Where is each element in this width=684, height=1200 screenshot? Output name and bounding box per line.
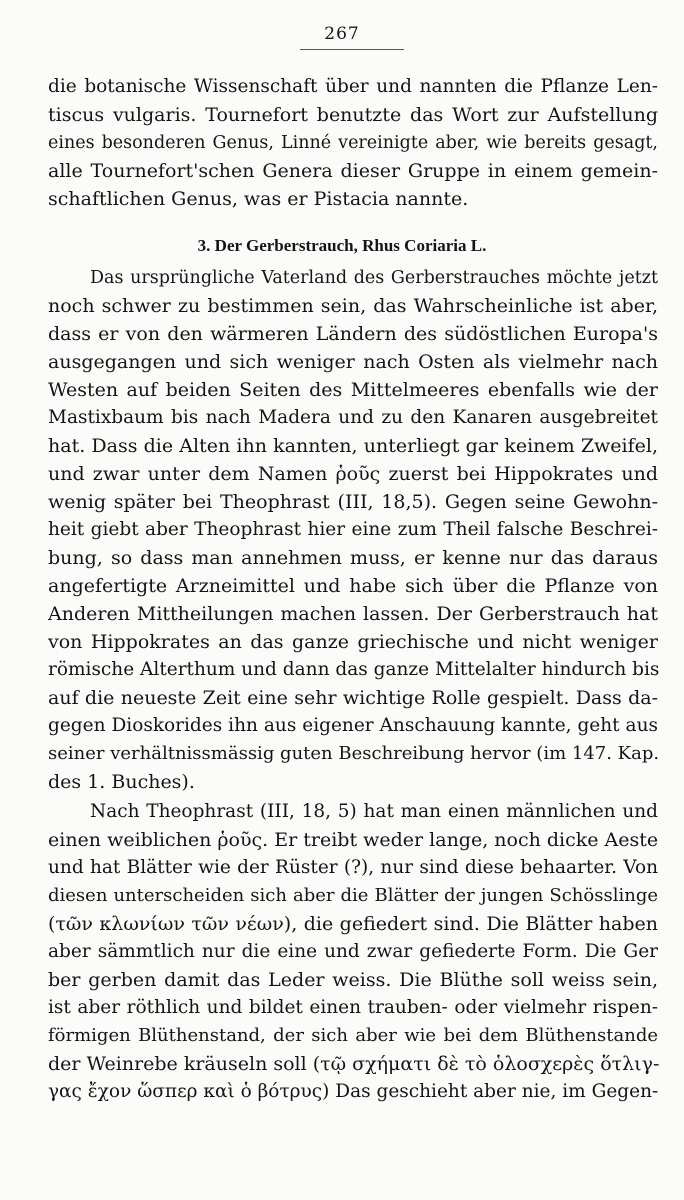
text-line: von Hippokrates an das ganze griechische und nicht weniger xyxy=(48,631,658,653)
text-line: heit giebt aber Theophrast hier eine zum Theil falsche Beschrei- xyxy=(48,519,658,540)
text-line: gegen Dioskorides ihn aus eigener Anschauung kannte, geht aus xyxy=(48,715,658,736)
text-line: auf die neueste Zeit eine sehr wichtige Rolle gespielt. Dass da- xyxy=(48,687,658,709)
text-line: die botanische Wissenschaft über und nannten die Pflanze Len- xyxy=(48,76,658,97)
text-line: Westen auf beiden Seiten des Mittelmeeres ebenfalls wie der xyxy=(48,379,658,401)
text-line: der Weinrebe kräuseln soll (τῷ σχήματι δὲ τὸ ὁλοσχερὲς ὅτλιγ- xyxy=(48,1053,660,1075)
text-line: dass er von den wärmeren Ländern des südöstlichen Europa's xyxy=(48,323,658,345)
text-line: ber gerben damit das Leder weiss. Die Blüthe soll weiss sein, xyxy=(48,969,658,991)
text-line: förmigen Blüthenstand, der sich aber wie bei dem Blüthenstande xyxy=(48,1025,658,1046)
text-line: eines besonderen Genus, Linné vereinigte aber, wie bereits gesagt, xyxy=(48,133,658,153)
text-line: Anderen Mittheilungen machen lassen. Der Gerberstrauch hat xyxy=(48,603,658,625)
text-line: aber sämmtlich nur die eine und zwar gefiederte Form. Die Ger xyxy=(48,941,658,962)
section-heading: 3. Der Gerberstrauch, Rhus Coriaria L. xyxy=(197,236,487,255)
text-line: schaftlichen Genus, was er Pistacia nannte. xyxy=(48,188,469,210)
text-line: wenig später bei Theophrast (III, 18,5). Gegen seine Gewohn- xyxy=(48,491,658,513)
text-line: bung, so dass man annehmen muss, er kenne nur das daraus xyxy=(48,547,658,569)
text-line: diesen unterscheiden sich aber die Blätter der jungen Schösslinge xyxy=(48,885,658,906)
text-line: und hat Blätter wie der Rüster (?), nur sind diese behaarter. Von xyxy=(48,857,658,878)
text-line: (τῶν κλωνίων τῶν νέων), die gefiedert sind. Die Blätter haben xyxy=(48,913,658,935)
text-line: angefertigte Arzneimittel und habe sich über die Pflanze von xyxy=(48,575,658,597)
text-line: γας ἔχον ὥσπερ καὶ ὁ βότρυς) Das geschieht aber nie, im Gegen- xyxy=(48,1081,659,1102)
text-line: hat. Dass die Alten ihn kannten, unterliegt gar keinem Zweifel, xyxy=(48,435,658,457)
text-line: römische Alterthum und dann das ganze Mittelalter hindurch bis xyxy=(48,659,660,680)
text-line: ist aber röthlich und bildet einen trauben- oder vielmehr rispen- xyxy=(48,997,658,1018)
text-line: seiner verhältnissmässig guten Beschreibung hervor (im 147. Kap. xyxy=(48,743,660,764)
page-number-rule xyxy=(300,49,404,50)
page-number: 267 xyxy=(324,24,360,44)
text-line: und zwar unter dem Namen ῥοῦς zuerst bei Hippokrates und xyxy=(48,463,658,485)
text-line: des 1. Buches). xyxy=(48,771,195,793)
text-line: ausgegangen und sich weniger nach Osten als vielmehr nach xyxy=(48,351,658,373)
text-line: Das ursprüngliche Vaterland des Gerberstrauches möchte jetzt xyxy=(90,268,658,288)
text-line: Nach Theophrast (III, 18, 5) hat man einen männlichen und xyxy=(90,801,658,822)
text-line: Mastixbaum bis nach Madera und zu den Kanaren ausgebreitet xyxy=(48,407,658,428)
text-line: tiscus vulgaris. Tournefort benutzte das Wort zur Aufstellung xyxy=(48,104,658,126)
text-line: einen weiblichen ῥοῦς. Er treibt weder lange, noch dicke Aeste xyxy=(48,829,659,851)
text-line: alle Tournefort'schen Genera dieser Gruppe in einem gemein- xyxy=(48,160,658,182)
text-line: noch schwer zu bestimmen sein, das Wahrscheinliche ist aber, xyxy=(48,295,658,317)
